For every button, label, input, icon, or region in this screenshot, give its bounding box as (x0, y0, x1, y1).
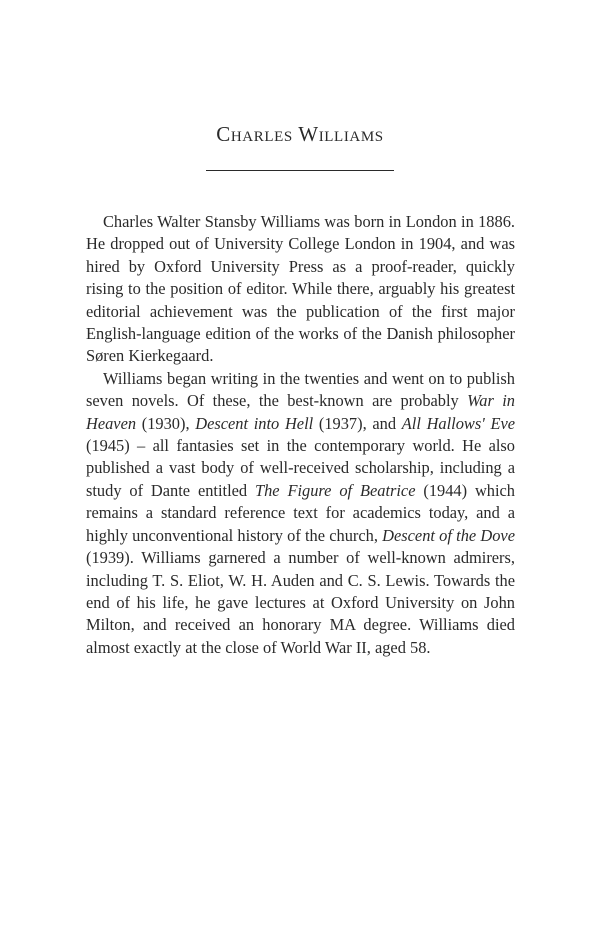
paragraph-2 (86, 368, 515, 659)
paragraph-2-text-5: (1944) which remains a standard reference text for academics today, and a highly unconventional history of the church, (86, 480, 515, 545)
page-title: Charles Williams (216, 122, 384, 146)
book-title-figure-of-beatrice: The Figure of Beatrice (254, 480, 416, 500)
paragraph-1: Charles Walter Stansby Williams was born in London in 1886. He dropped out of University College London in 1904, and was hired by Oxford University Press as a proof-reader, quickly rising to the position of editor. While there, arguably his greatest editorial achievement was the publication of the first major English-language edition of the works of the Danish philosopher Søren Kierkegaard. (86, 212, 515, 366)
book-title-all-hallows-eve: All Hallows' Eve (401, 413, 516, 433)
paragraph-2-text-3: (1937), and (313, 413, 402, 433)
paragraph-2-text-2: (1930), (136, 413, 196, 433)
book-title-descent-of-the-dove: Descent of the Dove (382, 525, 515, 545)
paragraph-2-text-4: (1945) – all fantasies set in the contemporary world. He also published a vast body of well-received scholarship, including a study of Dante entitled (86, 436, 515, 500)
paragraph-2-text-1: Williams began writing in the twenties and went on to publish seven novels. Of these, the best-known are probably (86, 368, 515, 411)
paragraph-2-text-6: (1939). Williams garnered a number of well-known admirers, including T. S. Eliot, W. H. Auden and C. S. Lewis. Towards the end of his life, he gave lectures at Oxford University on John Milton, and received an honorary MA degree. Williams died almost exactly at the close of World War II, aged 58. (86, 548, 515, 657)
book-title-war-in-heaven: War in Heaven (86, 391, 515, 433)
biography-text (86, 211, 515, 659)
title-divider (206, 170, 394, 171)
book-title-descent-into-hell: Descent into Hell (195, 413, 314, 433)
